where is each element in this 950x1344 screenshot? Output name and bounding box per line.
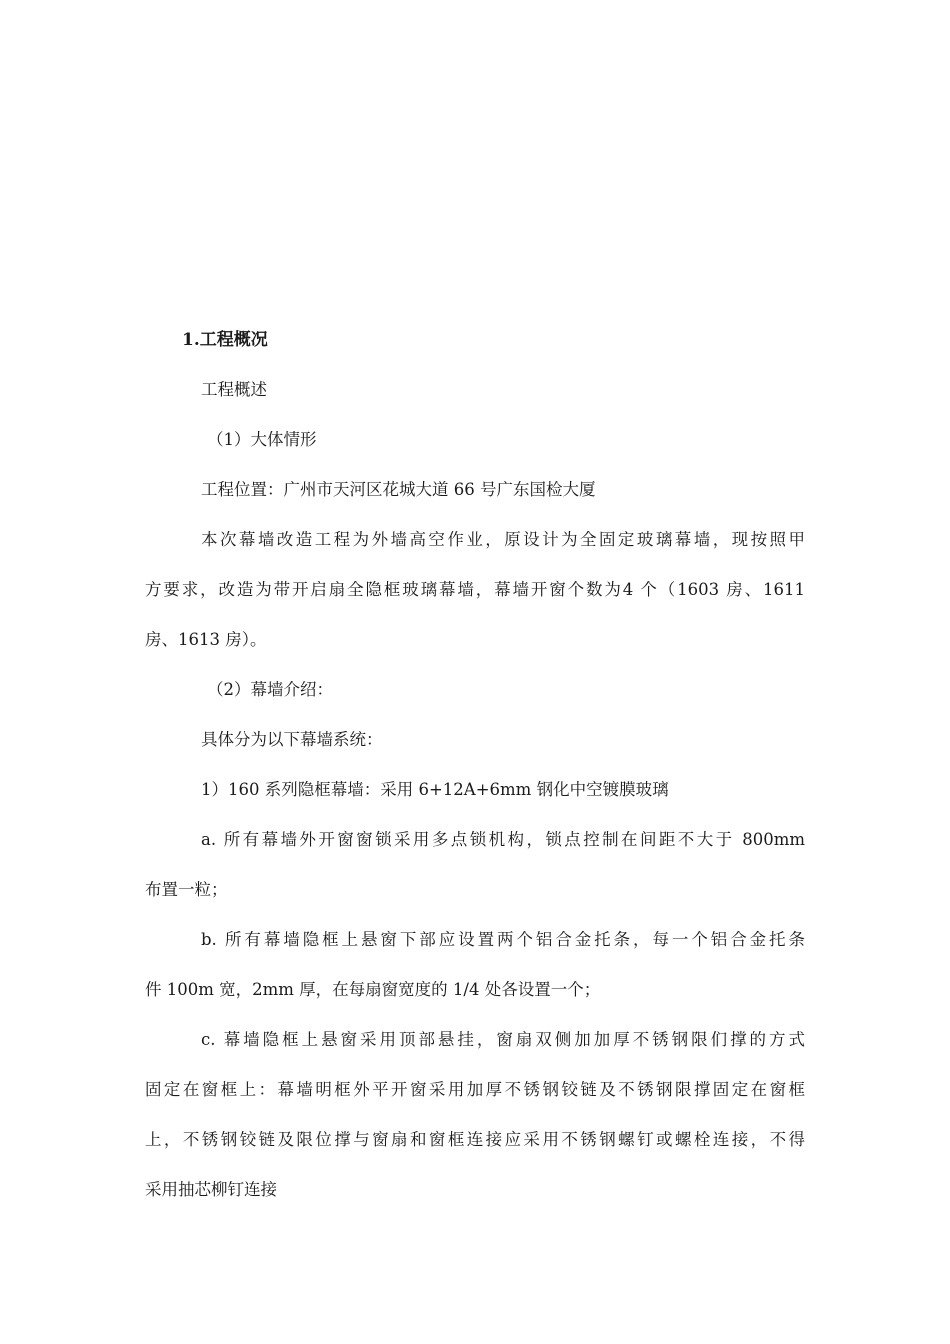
point-b-line1: b. 所有幕墙隐框上悬窗下部应设置两个铝合金托条，每一个铝合金托条 — [201, 930, 805, 949]
item2-title: （2）幕墙介绍： — [207, 680, 333, 699]
para1-line2: 方要求，改造为带开启扇全隐框玻璃幕墙，幕墙开窗个数为4 个（1603 房、1611 — [145, 580, 805, 599]
point-c-line4: 采用抽芯柳钉连接 — [145, 1180, 277, 1199]
para1-line3: 房、1613 房）。 — [145, 630, 267, 649]
point-b-line2: 件 100m 宽，2mm 厚，在每扇窗宽度的 1/4 处各设置一个； — [145, 980, 601, 999]
point-c-line1: c. 幕墙隐框上悬窗采用顶部悬挂，窗扇双侧加加厚不锈钢限们撑的方式 — [201, 1030, 805, 1049]
item1-title: （1）大体情形 — [207, 430, 317, 449]
point-c-line3: 上，不锈钢铰链及限位撑与窗扇和窗框连接应采用不锈钢螺钉或螺栓连接，不得 — [145, 1130, 805, 1149]
para1-line1: 本次幕墙改造工程为外墙高空作业，原设计为全固定玻璃幕墙，现按照甲 — [201, 530, 805, 549]
system1-line: 1）160 系列隐框幕墙：采用 6+12A+6mm 钢化中空镀膜玻璃 — [201, 780, 669, 799]
subsection-title: 工程概述 — [201, 380, 267, 399]
point-a-line1: a. 所有幕墙外开窗窗锁采用多点锁机构，锁点控制在间距不大于 800mm — [201, 830, 805, 849]
location-line: 工程位置：广州市天河区花城大道 66 号广东国检大厦 — [201, 480, 596, 499]
section-heading: 1.工程概况 — [182, 330, 268, 350]
point-a-line2: 布置一粒； — [145, 880, 228, 899]
systems-intro: 具体分为以下幕墙系统： — [201, 730, 383, 749]
point-c-line2: 固定在窗框上：幕墙明框外平开窗采用加厚不锈钢铰链及不锈钢限撑固定在窗框 — [145, 1080, 805, 1099]
